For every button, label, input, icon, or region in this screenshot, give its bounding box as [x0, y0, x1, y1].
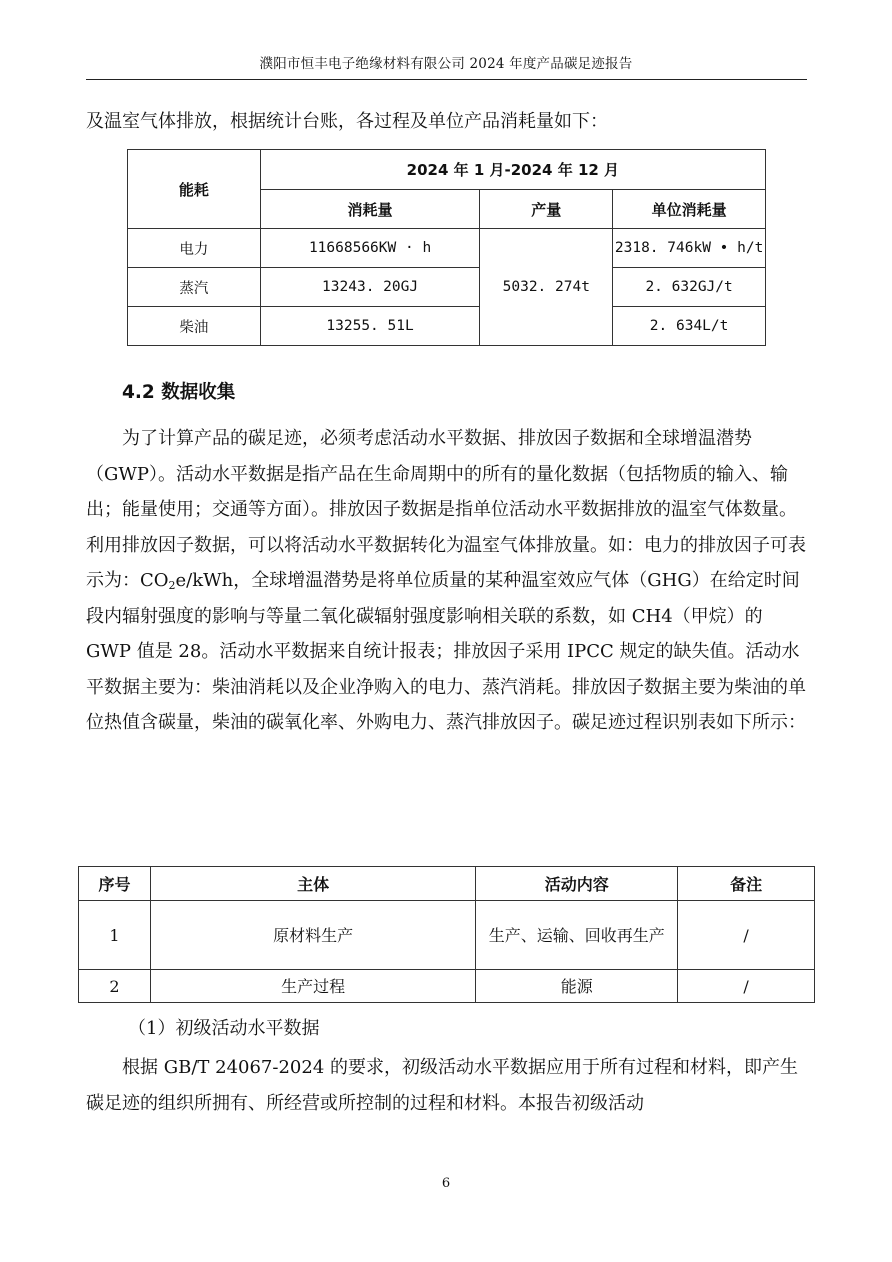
cell-energy-name: 蒸汽 [128, 268, 261, 307]
table-row [128, 268, 766, 307]
cell-no: 2 [79, 970, 151, 1003]
col-header-unit-consumption: 单位消耗量 [613, 190, 766, 229]
table-row [79, 901, 815, 970]
header-divider [86, 79, 807, 80]
section-title: 4.2 数据收集 [122, 382, 236, 403]
cell-energy-name: 柴油 [128, 307, 261, 346]
col-header-consumption: 消耗量 [260, 190, 480, 229]
cell-production: 5032. 274t [480, 229, 613, 346]
process-table [78, 866, 815, 1003]
table-row [79, 970, 815, 1003]
cell-no: 1 [79, 901, 151, 970]
page-number: 6 [441, 1176, 451, 1191]
cell-unit-consumption: 2. 634L/t [613, 307, 766, 346]
cell-note: / [678, 970, 815, 1003]
cell-note: / [678, 901, 815, 970]
col-header-no: 序号 [79, 867, 151, 901]
body-text-after: e/kWh，全球增温潜势是将单位质量的某种温室效应气体（GHG）在给定时间段内辐射强度的影响与等量二氧化碳辐射强度影响相关联的系数，如 CH4（甲烷）的 GWP 值是 28。活动水平数据来自统计报表；排放因子采用 IPCC 规定的缺失值。活动水平数据主要为：柴油消耗以及企业净购入的电力、蒸汽消耗。排放因子数据主要为柴油的单位热值含碳量，柴油的碳氧化率、外购电力、蒸汽排放因子。碳足迹过程识别表如下所示： [86, 570, 806, 733]
cell-consumption: 13243. 20GJ [260, 268, 480, 307]
col-header-subject: 主体 [150, 867, 476, 901]
cell-unit-consumption: 2. 632GJ/t [613, 268, 766, 307]
body-text-before: 为了计算产品的碳足迹，必须考虑活动水平数据、排放因子数据和全球增温潜势（GWP）。活动水平数据是指产品在生命周期中的所有的量化数据（包括物质的输入、输出；能量使用；交通等方面）。排放因子数据是指单位活动水平数据排放的温室气体数量。利用排放因子数据，可以将活动水平数据转化为温室气体排放量。如：电力的排放因子可表示为：CO [86, 428, 806, 591]
cell-activity: 生产、运输、回收再生产 [476, 901, 678, 970]
row-header-energy: 能耗 [128, 150, 261, 229]
cell-energy-name: 电力 [128, 229, 261, 268]
consumption-table [127, 149, 766, 346]
cell-unit-consumption: 2318. 746kW • h/t [613, 229, 766, 268]
page-header: 濮阳市恒丰电子绝缘材料有限公司 2024 年度产品碳足迹报告 [259, 56, 633, 72]
cell-consumption: 11668566KW · h [260, 229, 480, 268]
cell-subject: 原材料生产 [150, 901, 476, 970]
body-paragraph [86, 421, 806, 741]
closing-paragraph: 根据 GB/T 24067-2024 的要求，初级活动水平数据应用于所有过程和材料，即产生碳足迹的组织所拥有、所经营或所控制的过程和材料。本报告初级活动 [86, 1057, 798, 1114]
cell-consumption: 13255. 51L [260, 307, 480, 346]
intro-text: 及温室气体排放，根据统计台账，各过程及单位产品消耗量如下： [86, 111, 608, 132]
col-header-production: 产量 [480, 190, 613, 229]
table-row [128, 229, 766, 268]
col-header-activity: 活动内容 [476, 867, 678, 901]
cell-activity: 能源 [476, 970, 678, 1003]
col-header-note: 备注 [678, 867, 815, 901]
table-row [128, 307, 766, 346]
subscript-2: 2 [168, 579, 176, 592]
cell-subject: 生产过程 [150, 970, 476, 1003]
period-header: 2024 年 1 月-2024 年 12 月 [260, 150, 765, 190]
subheading: （1）初级活动水平数据 [128, 1018, 320, 1039]
